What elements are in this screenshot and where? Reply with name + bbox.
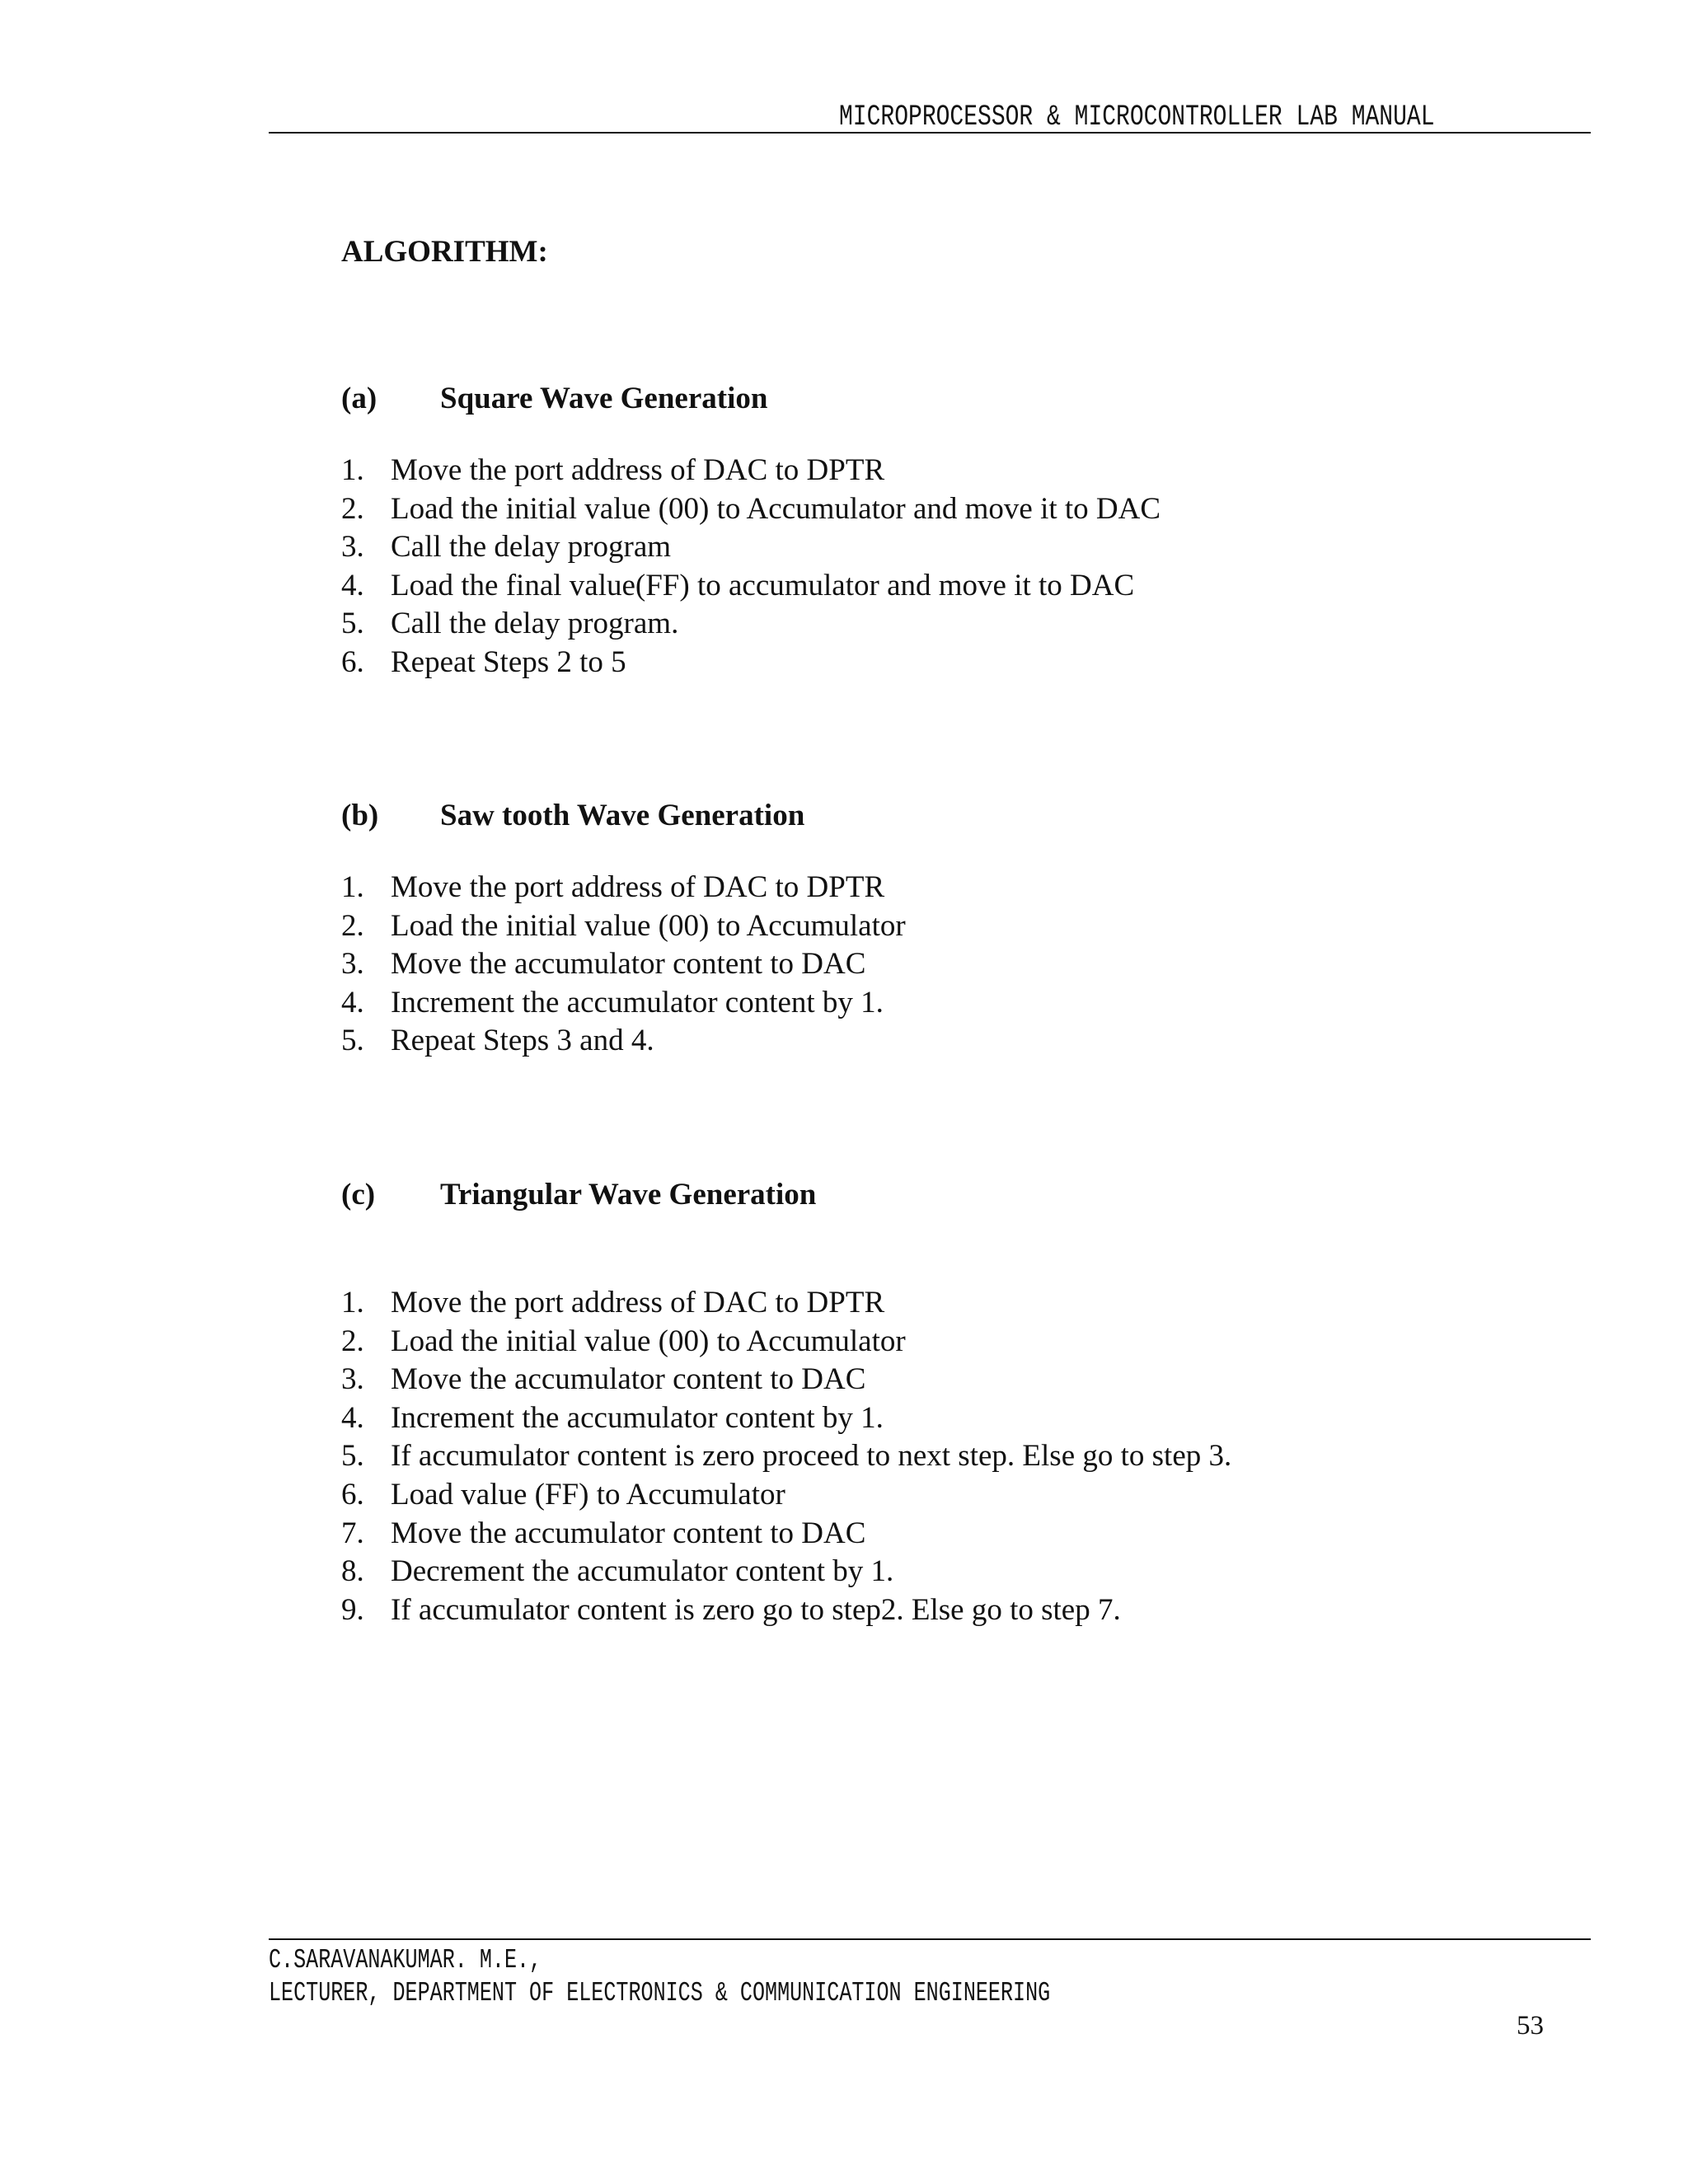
step-number: 5. xyxy=(341,607,364,641)
step-text: Repeat Steps 2 to 5 xyxy=(391,644,626,679)
step-text: Move the port address of DAC to DPTR xyxy=(391,1286,885,1319)
step-number: 1. xyxy=(341,870,364,904)
section-b-title: Saw tooth Wave Generation xyxy=(440,799,805,832)
header-divider xyxy=(269,132,1591,134)
section-a-label: (a) xyxy=(341,382,377,415)
step-text: Load the final value(FF) to accumulator and move it to DAC xyxy=(391,568,1135,602)
section-c-label: (c) xyxy=(341,1178,376,1212)
step-text: Move the accumulator content to DAC xyxy=(391,947,866,982)
step-number: 4. xyxy=(341,568,364,602)
footer-divider xyxy=(269,1938,1591,1940)
step-number: 5. xyxy=(341,1439,364,1474)
step-text: Load value (FF) to Accumulator xyxy=(391,1477,785,1511)
step-text: Move the accumulator content to DAC xyxy=(391,1516,866,1550)
step-text: If accumulator content is zero proceed to next step. Else go to step 3. xyxy=(391,1439,1232,1474)
step-text: Move the port address of DAC to DPTR xyxy=(391,453,885,487)
step-number: 3. xyxy=(341,947,364,982)
section-b-label: (b) xyxy=(341,799,379,832)
step-number: 4. xyxy=(341,985,364,1019)
footer-designation: LECTURER, DEPARTMENT OF ELECTRONICS & COMMUNICATION ENGINEERING xyxy=(269,1978,1051,2008)
step-text: Load the initial value (00) to Accumulator xyxy=(391,1324,906,1358)
footer-author: C.SARAVANAKUMAR. M.E., xyxy=(269,1945,542,1975)
step-number: 5. xyxy=(341,1024,364,1058)
step-number: 2. xyxy=(341,908,364,943)
step-number: 9. xyxy=(341,1592,364,1627)
section-a-title: Square Wave Generation xyxy=(440,382,768,415)
step-number: 6. xyxy=(341,1477,364,1511)
algorithm-title: ALGORITHM: xyxy=(341,235,548,269)
step-text: Move the port address of DAC to DPTR xyxy=(391,870,885,904)
step-number: 7. xyxy=(341,1516,364,1550)
step-text: If accumulator content is zero go to step2. Else go to step 7. xyxy=(391,1592,1121,1627)
page-number: 53 xyxy=(1517,2011,1544,2041)
step-text: Repeat Steps 3 and 4. xyxy=(391,1024,654,1058)
step-number: 2. xyxy=(341,491,364,526)
step-number: 6. xyxy=(341,644,364,679)
step-text: Move the accumulator content to DAC xyxy=(391,1362,866,1397)
step-number: 3. xyxy=(341,1362,364,1397)
step-text: Decrement the accumulator content by 1. xyxy=(391,1554,894,1589)
step-text: Increment the accumulator content by 1. xyxy=(391,985,884,1019)
step-number: 4. xyxy=(341,1400,364,1435)
step-text: Load the initial value (00) to Accumulator xyxy=(391,908,906,943)
section-c-title: Triangular Wave Generation xyxy=(440,1178,817,1212)
step-number: 2. xyxy=(341,1324,364,1358)
step-number: 1. xyxy=(341,1286,364,1319)
step-text: Call the delay program. xyxy=(391,607,679,641)
step-number: 1. xyxy=(341,453,364,487)
step-text: Load the initial value (00) to Accumulator and move it to DAC xyxy=(391,491,1161,526)
step-number: 8. xyxy=(341,1554,364,1589)
step-text: Increment the accumulator content by 1. xyxy=(391,1400,884,1435)
page-header-title: MICROPROCESSOR & MICROCONTROLLER LAB MANUAL xyxy=(839,101,1435,134)
step-number: 3. xyxy=(341,530,364,565)
step-text: Call the delay program xyxy=(391,530,672,565)
